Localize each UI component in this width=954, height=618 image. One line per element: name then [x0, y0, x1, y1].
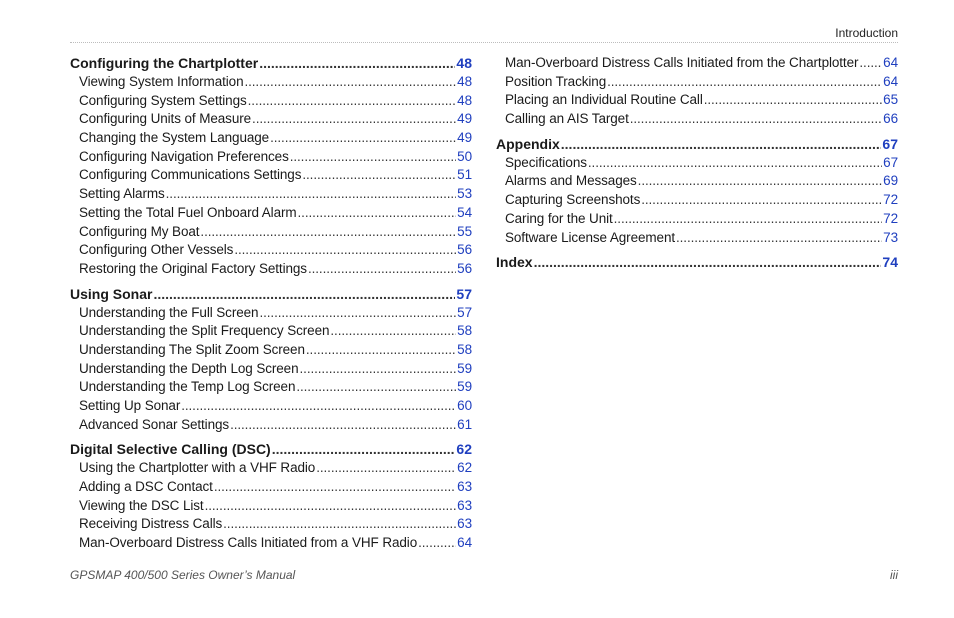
toc-entry-page-link[interactable]: 48	[457, 92, 472, 108]
toc-entry-page-link[interactable]: 64	[457, 535, 472, 551]
toc-entry-page-link[interactable]: 51	[457, 167, 472, 183]
toc-entry[interactable]	[70, 129, 472, 148]
toc-entry-title: Adding a DSC Contact	[79, 479, 213, 495]
toc-entry-page-link[interactable]: 65	[883, 92, 898, 108]
dot-leader	[296, 378, 456, 397]
toc-entry[interactable]	[70, 397, 472, 416]
toc-entry-title: Understanding The Split Zoom Screen	[79, 341, 305, 357]
toc-entry-title: Specifications	[505, 154, 587, 170]
dot-leader	[316, 459, 456, 478]
toc-section	[496, 135, 898, 247]
toc-entry[interactable]	[70, 497, 472, 516]
dot-leader	[153, 285, 455, 304]
toc-entry[interactable]	[70, 166, 472, 185]
toc-entry-page-link[interactable]: 66	[883, 111, 898, 127]
toc-section-heading[interactable]	[496, 135, 898, 154]
toc-entry[interactable]	[496, 229, 898, 248]
toc-entry-page-link[interactable]: 64	[883, 73, 898, 89]
toc-entry[interactable]	[70, 260, 472, 279]
toc-entry-title: Viewing the DSC List	[79, 497, 204, 513]
toc-section	[496, 54, 898, 129]
dot-leader	[205, 497, 457, 516]
toc-section	[70, 440, 472, 552]
dot-leader	[638, 172, 883, 191]
toc-section-heading-title: Index	[496, 254, 533, 271]
toc-entry-title: Restoring the Original Factory Settings	[79, 260, 307, 276]
dot-leader	[302, 166, 456, 185]
toc-entry-title: Setting the Total Fuel Onboard Alarm	[79, 204, 297, 220]
dot-leader	[270, 129, 456, 148]
toc-entry[interactable]	[496, 91, 898, 110]
footer-page-number: iii	[890, 568, 898, 582]
toc-entry-title: Advanced Sonar Settings	[79, 416, 230, 432]
toc-entry-title: Placing an Individual Routine Call	[505, 92, 703, 108]
toc-entry[interactable]	[496, 110, 898, 129]
toc-section-heading[interactable]	[70, 54, 472, 73]
dot-leader	[676, 229, 882, 248]
toc-entry-page-link[interactable]: 72	[883, 210, 898, 226]
toc-section-heading-page-link[interactable]: 57	[456, 285, 472, 302]
dot-leader	[166, 185, 457, 204]
toc-entry-title: Configuring Navigation Preferences	[79, 148, 289, 164]
toc-entry[interactable]	[70, 110, 472, 129]
toc-entry-page-link[interactable]: 59	[457, 379, 472, 395]
toc-entry[interactable]	[70, 223, 472, 242]
toc-entry-page-link[interactable]: 60	[457, 398, 472, 413]
toc-entry[interactable]	[496, 191, 898, 210]
toc-entry-page-link[interactable]: 61	[457, 416, 472, 432]
dot-leader	[588, 154, 882, 173]
toc-entry-title: Man-Overboard Distress Calls Initiated from a VHF Radio	[79, 535, 418, 551]
toc-entry-page-link[interactable]: 48	[457, 74, 472, 89]
toc-section-heading-page-link[interactable]: 62	[456, 441, 472, 458]
toc-entry[interactable]	[496, 210, 898, 229]
dot-leader	[181, 397, 456, 416]
dot-leader	[230, 416, 456, 435]
toc-entry-page-link[interactable]: 69	[883, 173, 898, 189]
dot-leader	[561, 135, 882, 154]
toc-entry[interactable]	[70, 204, 472, 223]
footer-manual-title: GPSMAP 400/500 Series Owner’s Manual	[70, 568, 296, 582]
toc-entry-title: Understanding the Depth Log Screen	[79, 360, 299, 376]
toc-entry-page-link[interactable]: 50	[457, 148, 472, 164]
toc-entry-page-link[interactable]: 58	[457, 341, 472, 357]
toc-section	[70, 285, 472, 435]
toc-entry[interactable]	[70, 360, 472, 379]
dot-leader	[614, 210, 883, 229]
toc-section	[70, 54, 472, 279]
dot-leader	[630, 110, 882, 129]
toc-entry[interactable]	[70, 322, 472, 341]
dot-leader	[308, 260, 456, 279]
toc-section-heading[interactable]	[70, 285, 472, 304]
dot-leader	[290, 148, 456, 167]
toc-entry[interactable]	[70, 416, 472, 435]
dot-leader	[244, 73, 456, 92]
toc-entry[interactable]	[70, 241, 472, 260]
toc-entry-page-link[interactable]: 59	[457, 360, 472, 376]
toc-entry[interactable]	[496, 54, 898, 73]
toc-entry-page-link[interactable]: 49	[457, 130, 472, 146]
toc-entry-title: Configuring My Boat	[79, 223, 200, 239]
dot-leader	[306, 341, 456, 360]
toc-entry-page-link[interactable]: 72	[883, 192, 898, 208]
toc-entry-page-link[interactable]: 54	[457, 204, 472, 220]
dot-leader	[259, 54, 455, 73]
toc-section-heading[interactable]	[496, 253, 898, 272]
toc-entry[interactable]	[70, 73, 472, 92]
toc-entry-title: Receiving Distress Calls	[79, 516, 223, 532]
toc-entry-title: Position Tracking	[505, 73, 607, 89]
toc-section-heading[interactable]	[70, 440, 472, 459]
toc-section-heading-page-link[interactable]: 67	[882, 135, 898, 152]
toc-right-column	[496, 54, 898, 278]
toc-entry-title: Understanding the Full Screen	[79, 304, 259, 320]
toc-entry-title: Viewing System Information	[79, 74, 244, 89]
toc-entry-title: Configuring Units of Measure	[79, 111, 252, 127]
toc-entry-page-link[interactable]: 57	[457, 304, 472, 320]
toc-entry-page-link[interactable]: 63	[457, 479, 472, 495]
toc-entry-page-link[interactable]: 53	[457, 186, 472, 202]
toc-entry-title: Setting Up Sonar	[79, 398, 181, 413]
toc-left-column	[70, 54, 472, 559]
toc-entry-title: Man-Overboard Distress Calls Initiated from the Chartplotter	[505, 55, 859, 70]
dot-leader	[259, 304, 456, 323]
dot-leader	[859, 54, 882, 73]
toc-section-heading-title: Configuring the Chartplotter	[70, 55, 259, 71]
toc-section	[496, 253, 898, 272]
toc-entry-title: Calling an AIS Target	[505, 111, 629, 127]
toc-entry-title: Caring for the Unit	[505, 210, 613, 226]
toc-entry[interactable]	[496, 73, 898, 92]
running-header: Introduction	[835, 26, 898, 40]
toc-entry-page-link[interactable]: 49	[457, 111, 472, 127]
toc-entry[interactable]	[70, 185, 472, 204]
toc-entry[interactable]	[496, 154, 898, 173]
dot-leader	[330, 322, 456, 341]
toc-entry[interactable]	[70, 304, 472, 323]
toc-entry-page-link[interactable]: 73	[883, 229, 898, 245]
toc-entry-title: Alarms and Messages	[505, 173, 637, 189]
dot-leader	[641, 191, 882, 210]
toc-entry-title: Configuring Other Vessels	[79, 242, 234, 258]
dot-leader	[704, 91, 882, 110]
toc-section-heading-page-link[interactable]: 48	[456, 55, 472, 71]
toc-entry[interactable]	[496, 172, 898, 191]
dot-leader	[534, 253, 882, 272]
toc-entry-page-link[interactable]: 63	[457, 516, 472, 532]
toc-entry-page-link[interactable]: 62	[457, 460, 472, 476]
toc-entry-title: Software License Agreement	[505, 229, 675, 245]
toc-entry-title: Understanding the Split Frequency Screen	[79, 323, 330, 339]
toc-entry-title: Capturing Screenshots	[505, 192, 641, 208]
toc-entry[interactable]	[70, 148, 472, 167]
dot-leader	[418, 534, 456, 553]
toc-entry-title: Configuring Communications Settings	[79, 167, 302, 183]
toc-entry-title: Understanding the Temp Log Screen	[79, 379, 296, 395]
toc-entry-page-link[interactable]: 55	[457, 223, 472, 239]
toc-entry-page-link[interactable]: 67	[883, 154, 898, 170]
dot-leader	[214, 478, 456, 497]
toc-entry-page-link[interactable]: 56	[457, 242, 472, 258]
toc-entry-page-link[interactable]: 58	[457, 323, 472, 339]
toc-entry[interactable]	[70, 378, 472, 397]
toc-entry-page-link[interactable]: 64	[883, 55, 898, 70]
toc-entry-title: Using the Chartplotter with a VHF Radio	[79, 460, 316, 476]
dot-leader	[607, 73, 882, 92]
toc-entry[interactable]	[70, 478, 472, 497]
toc-section-heading-page-link[interactable]: 74	[882, 254, 898, 271]
dot-leader	[272, 440, 456, 459]
toc-entry-title: Configuring System Settings	[79, 92, 247, 108]
dot-leader	[200, 223, 456, 242]
toc-section-heading-title: Digital Selective Calling (DSC)	[70, 441, 271, 458]
dot-leader	[300, 360, 457, 379]
toc-entry[interactable]	[70, 515, 472, 534]
dot-leader	[298, 204, 457, 223]
dot-leader	[234, 241, 456, 260]
toc-section-heading-title: Appendix	[496, 135, 560, 152]
toc-entry-page-link[interactable]: 63	[457, 497, 472, 513]
toc-entry-title: Setting Alarms	[79, 186, 165, 202]
dot-leader	[223, 515, 456, 534]
header-divider	[70, 42, 898, 43]
toc-entry-title: Changing the System Language	[79, 130, 270, 146]
toc-entry-page-link[interactable]: 56	[457, 260, 472, 276]
toc-entry[interactable]	[70, 534, 472, 553]
toc-section-heading-title: Using Sonar	[70, 285, 153, 302]
toc-entry[interactable]	[70, 341, 472, 360]
dot-leader	[248, 92, 457, 111]
toc-entry[interactable]	[70, 459, 472, 478]
toc-entry[interactable]	[70, 92, 472, 111]
dot-leader	[252, 110, 456, 129]
